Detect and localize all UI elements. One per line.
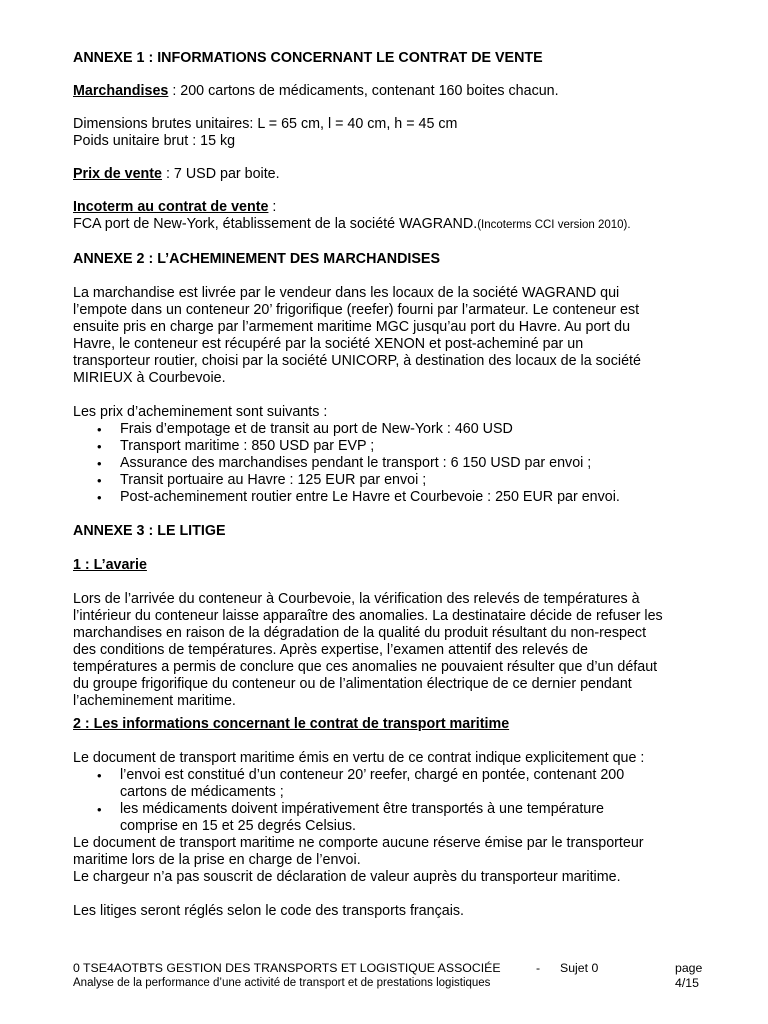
annexe1-title: ANNEXE 1 : INFORMATIONS CONCERNANT LE CONTRAT DE VENTE	[73, 50, 543, 66]
list-item: • Transport maritime : 850 USD par EVP ;	[97, 438, 375, 454]
dimensions-line: Dimensions brutes unitaires: L = 65 cm, l = 40 cm, h = 45 cm	[73, 116, 458, 132]
avarie-subtitle: 1 : L’avarie	[73, 557, 147, 573]
footer-page-number: page 4/15	[675, 961, 703, 990]
annexe3-title: ANNEXE 3 : LE LITIGE	[73, 523, 226, 539]
list-item: • Transit portuaire au Havre : 125 EUR par envoi ;	[97, 472, 427, 488]
avarie-paragraph	[73, 591, 698, 710]
footer-course-title: 0 TSE4AOTBTS GESTION DES TRANSPORTS ET LOGISTIQUE ASSOCIÉE	[73, 961, 501, 975]
incoterm-heading	[73, 199, 698, 216]
annexe2-title: ANNEXE 2 : L’ACHEMINEMENT DES MARCHANDISES	[73, 251, 440, 267]
prix-text: : 7 USD par boite.	[162, 166, 280, 182]
list-item: • l’envoi est constitué d’un conteneur 20’ reefer, chargé en pontée, contenant 200 cartons de médicaments ;	[97, 767, 625, 800]
paragraph-line: ensuite pris en charge par l’armement maritime MGC jusqu’au port du Havre. Au port du	[73, 319, 631, 335]
prix-list	[73, 421, 698, 506]
bullet-icon: •	[97, 439, 102, 454]
marchandises-text: : 200 cartons de médicaments, contenant 160 boites chacun.	[168, 83, 559, 99]
bullet-icon: •	[97, 802, 102, 817]
paragraph-line: La marchandise est livrée par le vendeur dans les locaux de la société WAGRAND qui	[73, 285, 620, 301]
paragraph-line: Le chargeur n’a pas souscrit de déclaration de valeur auprès du transporteur maritime.	[73, 869, 621, 885]
incoterm-line	[73, 216, 698, 234]
incoterm-text: FCA port de New-York, établissement de la société WAGRAND.	[73, 216, 478, 232]
incoterm-note: (Incoterms CCI version 2010).	[477, 219, 631, 231]
footer-subtitle: Analyse de la performance d’une activité de transport et de prestations logistiques	[73, 977, 491, 989]
bullet-icon: •	[97, 490, 102, 505]
page-footer	[73, 961, 713, 991]
list-item: • les médicaments doivent impérativement être transportés à une température comprise en 15 et 25 degrés Celsius.	[97, 801, 604, 834]
list-item: • Frais d’empotage et de transit au port de New-York : 460 USD	[97, 421, 513, 437]
bullet-icon: •	[97, 473, 102, 488]
annexe2-paragraph	[73, 285, 698, 387]
marchandises-line	[73, 83, 698, 100]
list-item: • Assurance des marchandises pendant le transport : 6 150 USD par envoi ;	[97, 455, 592, 471]
list-item: • Post-acheminement routier entre Le Havre et Courbevoie : 250 EUR par envoi.	[97, 489, 620, 505]
doc-list	[73, 767, 698, 835]
prix-label: Prix de vente	[73, 166, 162, 182]
paragraph-line: maritime lors de la prise en charge de l’envoi.	[73, 852, 361, 868]
paragraph-line: MIRIEUX à Courbevoie.	[73, 370, 226, 386]
incoterm-label: Incoterm au contrat de vente	[73, 199, 269, 215]
prix-line	[73, 166, 698, 183]
prix-intro: Les prix d’acheminement sont suivants :	[73, 404, 328, 420]
paragraph-line: Le document de transport maritime ne comporte aucune réserve émise par le transporteur	[73, 835, 644, 851]
incoterm-colon: :	[268, 199, 277, 215]
footer-sujet: Sujet 0	[560, 961, 599, 975]
paragraph-line: températures a permis de conclure que ces anomalies ne pouvaient résulter que d’un défaut	[73, 659, 658, 675]
paragraph-line: l’empote dans un conteneur 20’ frigorifique (reefer) fourni par l’armateur. Le conteneur est	[73, 302, 640, 318]
paragraph-line: transporteur routier, choisi par la société UNICORP, à destination des locaux de la société	[73, 353, 641, 369]
doc-intro: Le document de transport maritime émis en vertu de ce contrat indique explicitement que :	[73, 750, 645, 766]
paragraph-line: Havre, le conteneur est récupéré par la société XENON et post-acheminé par un	[73, 336, 584, 352]
poids-line: Poids unitaire brut : 15 kg	[73, 133, 236, 149]
bullet-icon: •	[97, 422, 102, 437]
contrat-subtitle: 2 : Les informations concernant le contrat de transport maritime	[73, 716, 510, 732]
paragraph-line: du groupe frigorifique du conteneur ou de l’alimentation électrique de ce dernier pendant	[73, 676, 632, 692]
document-page	[73, 50, 698, 920]
bullet-icon: •	[97, 768, 102, 783]
paragraph-line: Lors de l’arrivée du conteneur à Courbevoie, la vérification des relevés de températures à	[73, 591, 640, 607]
marchandises-label: Marchandises	[73, 83, 169, 99]
bullet-icon: •	[97, 456, 102, 471]
paragraph-line: marchandises en raison de la dégradation de la qualité du produit résultant du non-respect	[73, 625, 647, 641]
paragraph-line: des conditions de températures. Après expertise, l’examen attentif des relevés de	[73, 642, 588, 658]
litiges-line: Les litiges seront réglés selon le code des transports français.	[73, 903, 464, 919]
paragraph-line: l’acheminement maritime.	[73, 693, 236, 709]
paragraph-line: l’intérieur du conteneur laisse apparaître des anomalies. La destinataire décide de refuser les	[73, 608, 663, 624]
footer-dash: -	[536, 961, 541, 975]
